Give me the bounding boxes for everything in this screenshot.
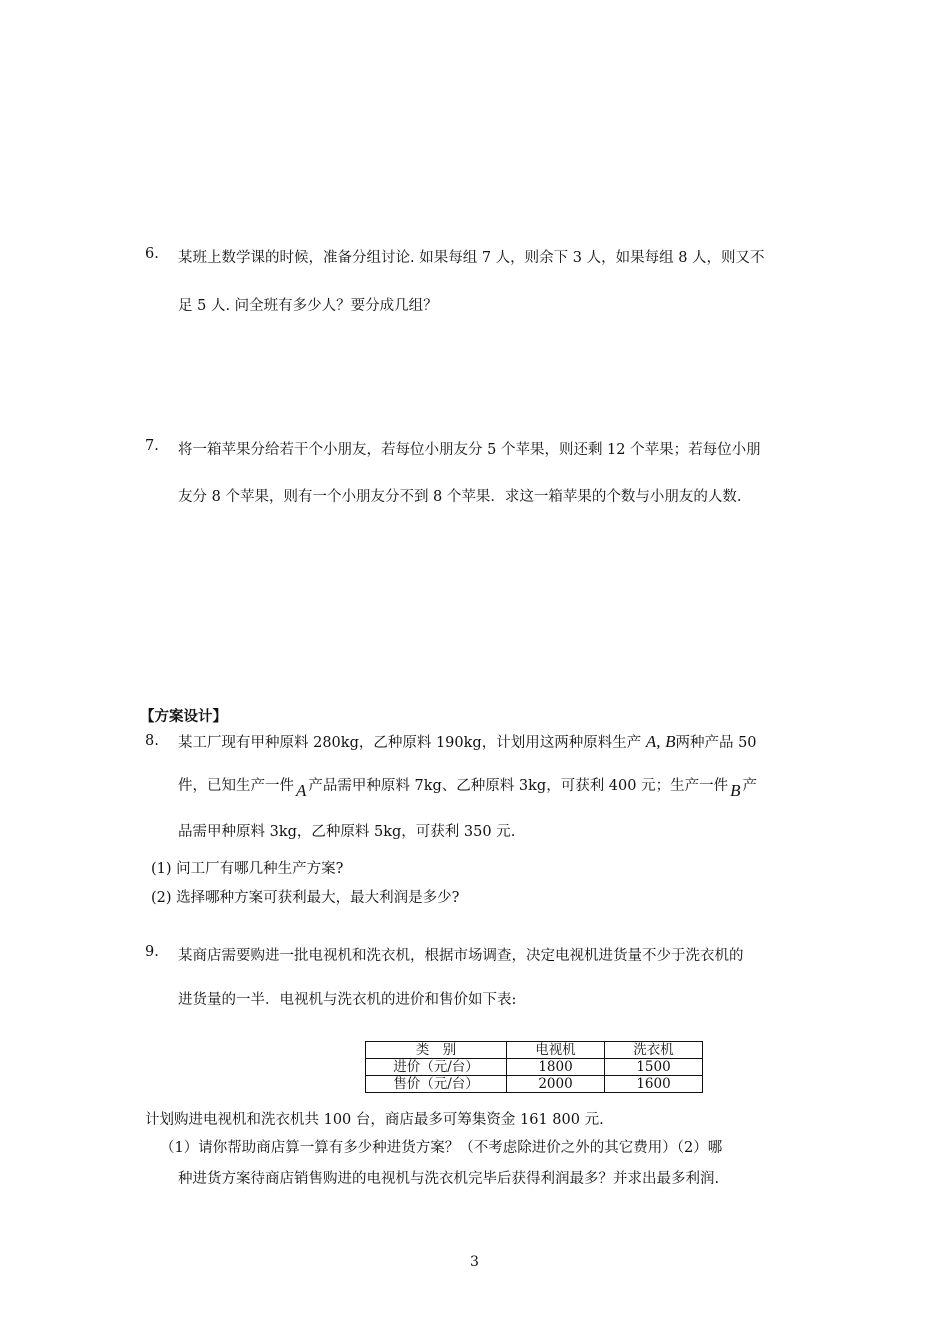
q9-line1: 某商店需要购进一批电视机和洗衣机，根据市场调查，决定电视机进货量不少于洗衣机的 (178, 948, 744, 964)
table-header-row (366, 1042, 703, 1059)
table-cell: 1600 (605, 1076, 703, 1093)
section-title: 【方案设计】 (140, 708, 227, 725)
q9-line4: （1）请你帮助商店算一算有多少种进货方案？（不考虑除进价之外的其它费用）（2）哪 (160, 1140, 723, 1156)
q9-line2: 进货量的一半．电视机与洗衣机的进价和售价如下表: (178, 992, 517, 1008)
q8-line3: 品需甲种原料 3kg，乙种原料 5kg，可获利 350 元. (178, 824, 516, 840)
q8-line1-text-a: 某工厂现有甲种原料 280kg，乙种原料 190kg，计划用这两种原料生产 (178, 735, 642, 751)
q6-line2: 足 5 人. 问全班有多少人？要分成几组？ (178, 298, 438, 314)
table-row (366, 1076, 703, 1093)
table-header-tv: 电视机 (507, 1042, 605, 1059)
q7-number: 7. (145, 438, 159, 454)
q8-number: 8. (145, 733, 159, 749)
q8-var-a: A (645, 732, 657, 751)
q8-line2-text-c: 产 (742, 778, 757, 794)
q8-line2-text-a: 件，已知生产一件 (178, 778, 294, 794)
price-table (365, 1041, 703, 1093)
q8-line1 (178, 731, 757, 752)
q8-line2-var-b: B (730, 781, 741, 800)
table-cell: 1500 (605, 1059, 703, 1076)
table-cell: 1800 (507, 1059, 605, 1076)
q8-line1-text-b: 两种产品 50 (675, 735, 757, 751)
q8-var-sep: , (656, 732, 661, 751)
q9-number: 9. (145, 944, 159, 960)
q7-line1: 将一箱苹果分给若干个小朋友，若每位小朋友分 5 个苹果，则还剩 12 个苹果；若每位小朋 (178, 442, 761, 458)
table-row (366, 1059, 703, 1076)
q8-sub1: (1) 问工厂有哪几种生产方案? (151, 861, 344, 877)
q8-line2 (178, 774, 757, 800)
table-cell: 进价（元/台） (366, 1059, 507, 1076)
q6-line1: 某班上数学课的时候，准备分组讨论. 如果每组 7 人，则余下 3 人，如果每组 8 人，则又不 (178, 250, 765, 266)
table-cell: 售价（元/台） (366, 1076, 507, 1093)
q6-number: 6. (145, 246, 159, 262)
q9-line5: 种进货方案待商店销售购进的电视机与洗衣机完毕后获得利润最多？并求出最多利润. (178, 1171, 720, 1187)
q9-line3: 计划购进电视机和洗衣机共 100 台，商店最多可筹集资金 161 800 元. (145, 1112, 604, 1128)
q8-line2-var-a: A (296, 781, 307, 800)
q8-line2-text-b: 产品需甲种原料 7kg、乙种原料 3kg，可获利 400 元；生产一件 (308, 778, 729, 794)
q7-line2: 友分 8 个苹果，则有一个小朋友分不到 8 个苹果．求这一箱苹果的个数与小朋友的人数. (178, 489, 742, 505)
table-cell: 2000 (507, 1076, 605, 1093)
table-header-category: 类 别 (366, 1042, 507, 1059)
page-number: 3 (470, 1254, 479, 1270)
q8-sub2: (2) 选择哪种方案可获利最大，最大利润是多少? (151, 890, 460, 906)
table-header-washer: 洗衣机 (605, 1042, 703, 1059)
q8-var-b: B (665, 732, 676, 751)
